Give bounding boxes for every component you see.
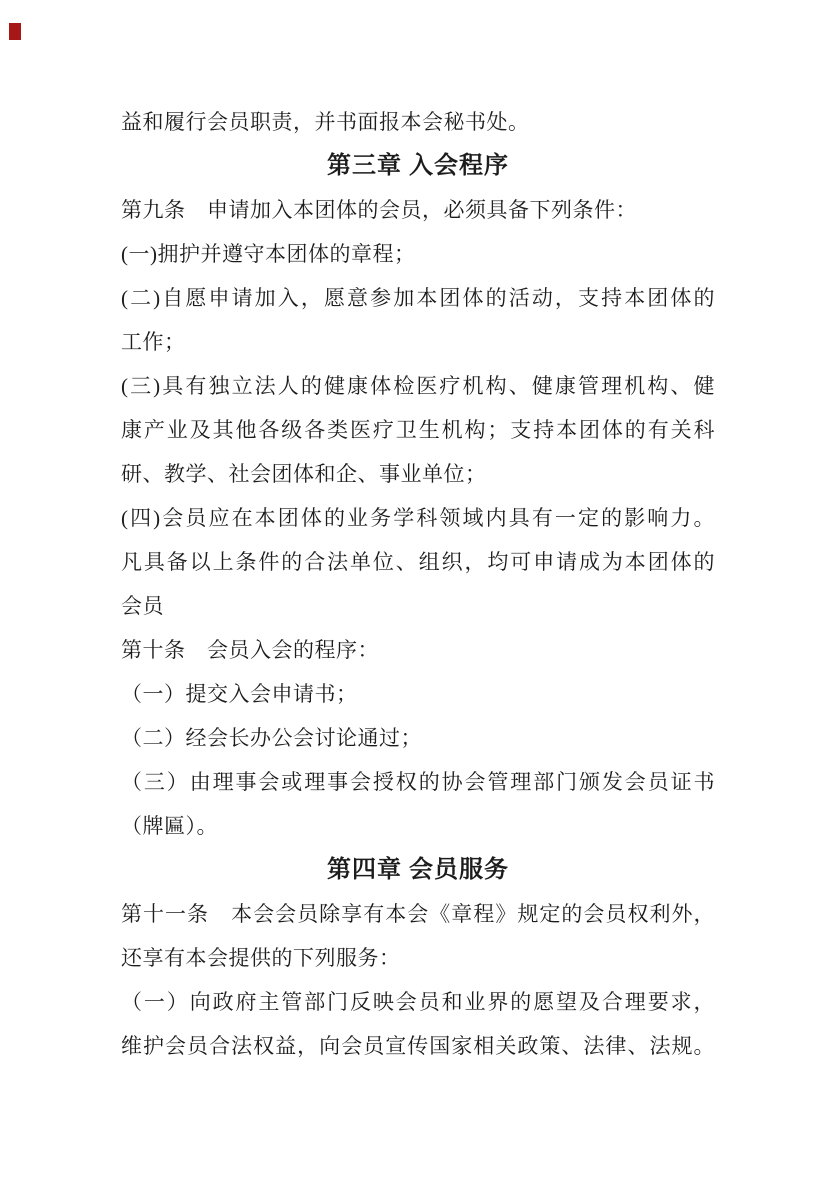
article-11-item-1-cont: 维护会员合法权益，向会员宣传国家相关政策、法律、法规。 (121, 1034, 715, 1058)
chapter-3-heading: 第三章 入会程序 (327, 153, 509, 179)
document-body (121, 100, 715, 1068)
article-9-item-3-cont2: 研、教学、社会团体和企、事业单位； (121, 462, 487, 486)
article-9-closing: 凡具备以上条件的合法单位、组织，均可申请成为本团体的 (121, 550, 715, 574)
article-10-item-3: （三）由理事会或理事会授权的协会管理部门颁发会员证书 (121, 770, 715, 794)
article-9-item-4: (四)会员应在本团体的业务学科领域内具有一定的影响力。 (121, 506, 715, 530)
article-10-item-3-cont: （牌匾）。 (121, 814, 218, 838)
article-9-closing-cont: 会员 (121, 594, 164, 618)
article-9-item-2: (二)自愿申请加入，愿意参加本团体的活动，支持本团体的 (121, 286, 715, 310)
article-10-item-2: （二）经会长办公会讨论通过； (121, 726, 422, 750)
article-10-line: 第十条 会员入会的程序： (121, 638, 379, 662)
article-9-item-1: (一)拥护并遵守本团体的章程； (121, 242, 416, 266)
article-9-item-3: (三)具有独立法人的健康体检医疗机构、健康管理机构、健 (121, 374, 715, 398)
article-9-item-3-cont: 康产业及其他各级各类医疗卫生机构；支持本团体的有关科 (121, 418, 715, 442)
chapter-4-heading: 第四章 会员服务 (327, 857, 509, 883)
red-stamp-mark (9, 23, 21, 40)
article-11-line: 第十一条 本会会员除享有本会《章程》规定的会员权利外， (121, 902, 715, 926)
article-11-line-cont: 还享有本会提供的下列服务： (121, 946, 401, 970)
article-9-line: 第九条 申请加入本团体的会员，必须具备下列条件： (121, 198, 637, 222)
article-10-item-1: （一）提交入会申请书； (121, 682, 358, 706)
article-11-item-1: （一）向政府主管部门反映会员和业界的愿望及合理要求， (121, 990, 715, 1014)
document-line: 益和履行会员职责，并书面报本会秘书处。 (121, 110, 530, 134)
article-9-item-2-cont: 工作； (121, 330, 186, 354)
